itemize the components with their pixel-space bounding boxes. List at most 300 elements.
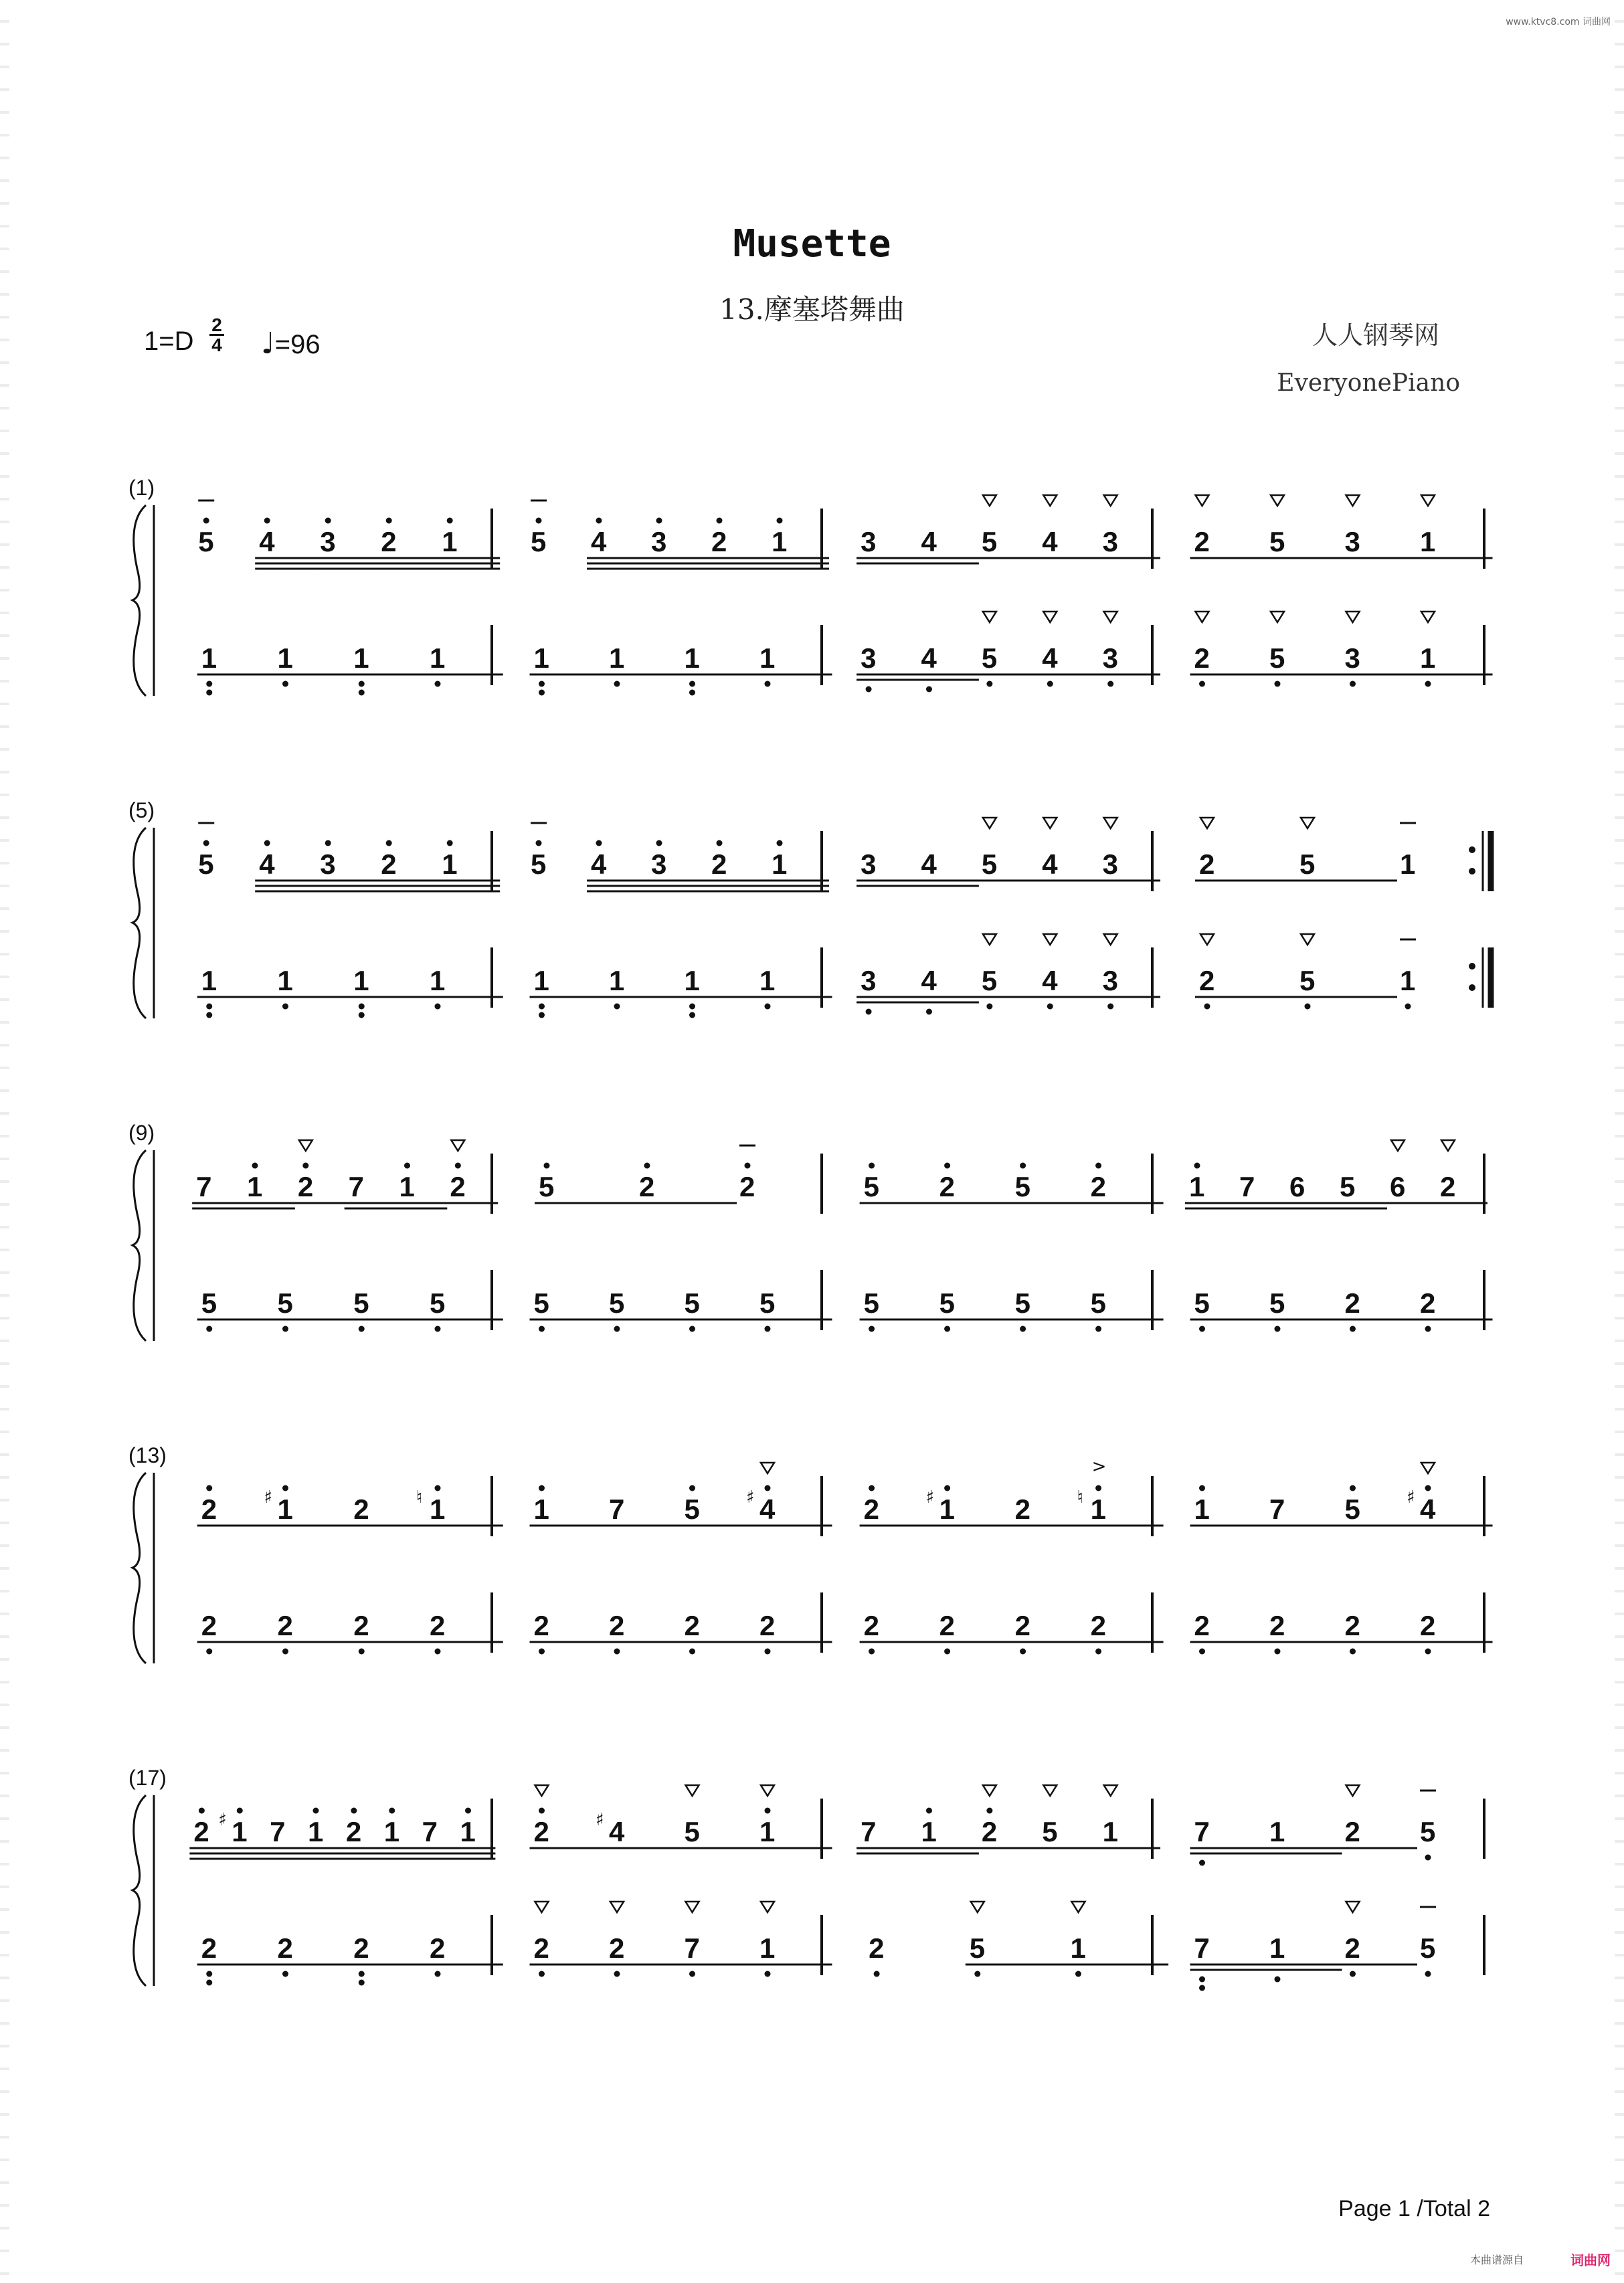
staccato-wedge <box>1421 1463 1435 1473</box>
low-octave-dot <box>359 1326 365 1332</box>
jianpu-note: 1 <box>759 1816 776 1847</box>
jianpu-note: 7 <box>861 1816 877 1847</box>
staccato-wedge <box>983 1785 996 1796</box>
jianpu-note: 2 <box>201 1493 217 1525</box>
low-octave-dot <box>1199 1977 1205 1983</box>
jianpu-note: 3 <box>1102 848 1119 880</box>
low-octave-dot <box>1107 681 1113 687</box>
high-octave-dot <box>539 1808 545 1814</box>
jianpu-note: 5 <box>1299 848 1316 880</box>
high-octave-dot <box>199 1808 205 1814</box>
jianpu-note: 4 <box>259 848 275 880</box>
low-octave-dot <box>1275 1977 1281 1983</box>
jianpu-note: 2 <box>1344 1932 1360 1964</box>
footer-logo: 词曲网 <box>1570 2252 1611 2268</box>
jianpu-note: 2 <box>639 1171 655 1202</box>
jianpu-note: 2 <box>1090 1171 1106 1202</box>
jianpu-note: 1 <box>1090 1493 1106 1525</box>
low-octave-dot <box>1425 1326 1431 1332</box>
jianpu-note: 5 <box>609 1287 625 1319</box>
low-octave-dot <box>614 1326 620 1332</box>
brace <box>132 1473 146 1663</box>
low-octave-dot <box>614 681 620 687</box>
low-octave-dot <box>1405 1004 1411 1010</box>
low-octave-dot <box>206 690 212 696</box>
jianpu-note: 2 <box>1194 526 1210 557</box>
high-octave-dot <box>325 840 331 846</box>
high-octave-dot <box>455 1163 461 1169</box>
jianpu-note: 1 <box>684 965 700 996</box>
jianpu-note: 3 <box>320 848 336 880</box>
low-octave-dot <box>539 1326 545 1332</box>
jianpu-note: 4 <box>759 1493 776 1525</box>
jianpu-note: 1 <box>939 1493 955 1525</box>
jianpu-note: 5 <box>531 848 547 880</box>
high-octave-dot <box>986 1808 992 1814</box>
low-octave-dot <box>359 681 365 687</box>
low-octave-dot <box>206 1012 212 1018</box>
jianpu-note: 2 <box>939 1171 955 1202</box>
jianpu-note: 1 <box>201 642 217 674</box>
low-octave-dot <box>1425 681 1431 687</box>
jianpu-note: 5 <box>1090 1287 1106 1319</box>
jianpu-note: 7 <box>1239 1171 1255 1202</box>
staccato-wedge <box>983 818 996 828</box>
jianpu-note: 2 <box>1014 1610 1030 1641</box>
low-octave-dot <box>359 1004 365 1010</box>
jianpu-note: 2 <box>981 1816 998 1847</box>
jianpu-note: 2 <box>609 1610 625 1641</box>
jianpu-note: 2 <box>381 848 397 880</box>
jianpu-note: 2 <box>869 1932 885 1964</box>
jianpu-note: 1 <box>1102 1816 1119 1847</box>
jianpu-note: 1 <box>383 1816 400 1847</box>
high-octave-dot <box>386 840 392 846</box>
jianpu-note: 7 <box>1269 1493 1285 1525</box>
system <box>128 1443 1493 1663</box>
jianpu-note: 4 <box>921 526 937 557</box>
low-octave-dot <box>765 681 771 687</box>
quarter-note-icon: ♩ <box>261 327 275 361</box>
high-octave-dot <box>404 1163 410 1169</box>
high-octave-dot <box>644 1163 650 1169</box>
high-octave-dot <box>465 1808 471 1814</box>
high-octave-dot <box>539 1485 545 1491</box>
jianpu-note: 1 <box>277 642 293 674</box>
staccato-wedge <box>610 1902 624 1912</box>
jianpu-note: 1 <box>353 642 369 674</box>
low-octave-dot <box>359 1012 365 1018</box>
low-octave-dot <box>874 1971 880 1977</box>
staccato-wedge <box>1104 1785 1117 1796</box>
jianpu-note: 2 <box>1344 1816 1360 1847</box>
system <box>128 476 1493 696</box>
jianpu-note: 2 <box>277 1610 293 1641</box>
system <box>128 1121 1493 1341</box>
jianpu-note: 1 <box>772 848 788 880</box>
high-octave-dot <box>869 1485 875 1491</box>
jianpu-note: 1 <box>247 1171 263 1202</box>
jianpu-note: 2 <box>1420 1287 1436 1319</box>
low-octave-dot <box>206 1971 212 1977</box>
jianpu-note: 5 <box>201 1287 217 1319</box>
jianpu-note: 1 <box>759 965 776 996</box>
jianpu-note: 4 <box>1042 965 1058 996</box>
jianpu-note: 1 <box>1070 1932 1086 1964</box>
high-octave-dot <box>777 840 783 846</box>
jianpu-note: 5 <box>1194 1287 1210 1319</box>
jianpu-note: 2 <box>939 1610 955 1641</box>
low-octave-dot <box>689 681 695 687</box>
staccato-wedge <box>535 1785 549 1796</box>
repeat-dot <box>1469 984 1475 991</box>
jianpu-note: 1 <box>609 642 625 674</box>
high-octave-dot <box>536 840 542 846</box>
low-octave-dot <box>359 690 365 696</box>
staccato-wedge <box>1441 1140 1455 1151</box>
jianpu-note: 2 <box>353 1610 369 1641</box>
staccato-wedge <box>299 1140 312 1151</box>
jianpu-note: 4 <box>921 965 937 996</box>
high-octave-dot <box>717 840 723 846</box>
low-octave-dot <box>1107 1004 1113 1010</box>
high-octave-dot <box>302 1163 308 1169</box>
high-octave-dot <box>1095 1163 1101 1169</box>
staccato-wedge <box>1043 612 1057 622</box>
jianpu-note: 1 <box>1420 526 1436 557</box>
high-octave-dot <box>386 518 392 524</box>
jianpu-note: 2 <box>711 848 727 880</box>
jianpu-note: 5 <box>863 1287 879 1319</box>
low-octave-dot <box>1199 1985 1205 1991</box>
accidental: ♮ <box>1077 1487 1083 1508</box>
low-octave-dot <box>435 681 441 687</box>
high-octave-dot <box>777 518 783 524</box>
jianpu-note: 2 <box>1199 965 1215 996</box>
staccato-wedge <box>1043 818 1057 828</box>
low-octave-dot <box>689 1012 695 1018</box>
high-octave-dot <box>926 1808 932 1814</box>
accidental: ♮ <box>416 1487 423 1508</box>
brand-name: EveryonePiano <box>1277 369 1460 397</box>
jianpu-note: 5 <box>539 1171 555 1202</box>
low-octave-dot <box>765 1649 771 1655</box>
staccato-wedge <box>451 1140 464 1151</box>
jianpu-note: 2 <box>430 1932 446 1964</box>
jianpu-note: 3 <box>861 526 877 557</box>
staccato-wedge <box>1196 612 1209 622</box>
low-octave-dot <box>986 1004 992 1010</box>
high-octave-dot <box>1020 1163 1026 1169</box>
staccato-wedge <box>686 1785 699 1796</box>
low-octave-dot <box>206 1326 212 1332</box>
jianpu-note: 2 <box>533 1816 549 1847</box>
jianpu-note: 2 <box>684 1610 700 1641</box>
jianpu-note: 5 <box>1340 1171 1356 1202</box>
jianpu-note: 2 <box>201 1610 217 1641</box>
low-octave-dot <box>866 687 872 693</box>
low-octave-dot <box>614 1971 620 1977</box>
jianpu-note: 5 <box>1014 1171 1030 1202</box>
jianpu-note: 7 <box>1194 1816 1210 1847</box>
low-octave-dot <box>1204 1004 1210 1010</box>
low-octave-dot <box>926 687 932 693</box>
repeat-dot <box>1469 846 1475 853</box>
high-octave-dot <box>1425 1485 1431 1491</box>
system <box>128 1766 1484 1991</box>
jianpu-note: 5 <box>430 1287 446 1319</box>
jianpu-note: 2 <box>353 1493 369 1525</box>
high-octave-dot <box>264 840 270 846</box>
high-octave-dot <box>203 840 209 846</box>
jianpu-note: 2 <box>1194 642 1210 674</box>
staccato-wedge <box>1391 1140 1405 1151</box>
high-octave-dot <box>656 840 662 846</box>
low-octave-dot <box>926 1009 932 1015</box>
low-octave-dot <box>1350 1326 1356 1332</box>
low-octave-dot <box>1095 1649 1101 1655</box>
low-octave-dot <box>1020 1326 1026 1332</box>
brace <box>132 1150 146 1341</box>
low-octave-dot <box>689 1326 695 1332</box>
jianpu-note: 5 <box>684 1287 700 1319</box>
staccato-wedge <box>983 934 996 945</box>
low-octave-dot <box>1350 1649 1356 1655</box>
jianpu-note: 1 <box>533 642 549 674</box>
high-octave-dot <box>944 1163 950 1169</box>
jianpu-note: 1 <box>759 642 776 674</box>
low-octave-dot <box>1199 1326 1205 1332</box>
high-octave-dot <box>717 518 723 524</box>
jianpu-note: 5 <box>863 1171 879 1202</box>
high-octave-dot <box>1095 1485 1101 1491</box>
source-url: www.ktvc8.com 词曲网 <box>1506 17 1611 27</box>
score-title: Musette <box>733 222 891 266</box>
jianpu-note: 1 <box>277 1493 293 1525</box>
jianpu-note: 2 <box>863 1610 879 1641</box>
low-octave-dot <box>1095 1326 1101 1332</box>
jianpu-note: 2 <box>450 1171 466 1202</box>
accidental: ♯ <box>264 1487 273 1508</box>
staccato-wedge <box>761 1902 774 1912</box>
staccato-wedge <box>1104 612 1117 622</box>
low-octave-dot <box>206 1980 212 1986</box>
high-octave-dot <box>869 1163 875 1169</box>
staccato-wedge <box>535 1902 549 1912</box>
jianpu-note: 3 <box>320 526 336 557</box>
staccato-wedge <box>1421 612 1435 622</box>
low-octave-dot <box>1275 1326 1281 1332</box>
high-octave-dot <box>765 1808 771 1814</box>
high-octave-dot <box>765 1485 771 1491</box>
jianpu-note: 3 <box>651 526 667 557</box>
jianpu-note: 1 <box>921 1816 937 1847</box>
low-octave-dot <box>1425 1855 1431 1861</box>
staccato-wedge <box>1301 934 1314 945</box>
jianpu-note: 5 <box>684 1816 700 1847</box>
low-octave-dot <box>1350 1971 1356 1977</box>
jianpu-note: 5 <box>684 1493 700 1525</box>
accidental: ♯ <box>746 1487 755 1508</box>
jianpu-note: 4 <box>591 526 607 557</box>
measure-label: (17) <box>128 1766 167 1790</box>
jianpu-note: 5 <box>533 1287 549 1319</box>
low-octave-dot <box>1020 1649 1026 1655</box>
jianpu-note: 3 <box>1344 526 1360 557</box>
jianpu-note: 2 <box>1014 1493 1030 1525</box>
jianpu-note: 7 <box>1194 1932 1210 1964</box>
brace <box>132 1795 146 1986</box>
jianpu-note: 2 <box>345 1816 362 1847</box>
jianpu-note: 5 <box>531 526 547 557</box>
jianpu-note: 1 <box>1420 642 1436 674</box>
key-signature: 1=D <box>144 327 194 356</box>
low-octave-dot <box>282 681 288 687</box>
low-octave-dot <box>539 1649 545 1655</box>
low-octave-dot <box>1047 681 1053 687</box>
jianpu-note: 5 <box>1344 1493 1360 1525</box>
jianpu-note: 5 <box>981 526 998 557</box>
jianpu-note: 1 <box>684 642 700 674</box>
jianpu-note: 1 <box>353 965 369 996</box>
jianpu-note: 1 <box>442 848 458 880</box>
jianpu-note: 5 <box>1420 1816 1436 1847</box>
jianpu-note: 4 <box>1042 642 1058 674</box>
jianpu-note: 4 <box>1042 848 1058 880</box>
jianpu-note: 2 <box>430 1610 446 1641</box>
jianpu-note: 2 <box>1344 1287 1360 1319</box>
low-octave-dot <box>1425 1649 1431 1655</box>
staccato-wedge <box>983 495 996 506</box>
low-octave-dot <box>866 1009 872 1015</box>
low-octave-dot <box>435 1326 441 1332</box>
staccato-wedge <box>761 1463 774 1473</box>
accent-mark: > <box>1091 1457 1107 1477</box>
page-number: Page 1 /Total 2 <box>1338 2196 1490 2221</box>
low-octave-dot <box>765 1326 771 1332</box>
low-octave-dot <box>986 681 992 687</box>
jianpu-note: 4 <box>921 848 937 880</box>
system <box>128 798 1491 1018</box>
jianpu-note: 3 <box>1102 965 1119 996</box>
low-octave-dot <box>1275 681 1281 687</box>
jianpu-note: 1 <box>772 526 788 557</box>
jianpu-note: 5 <box>759 1287 776 1319</box>
staccato-wedge <box>1043 1785 1057 1796</box>
jianpu-note: 1 <box>442 526 458 557</box>
jianpu-note: 2 <box>533 1932 549 1964</box>
low-octave-dot <box>1199 1860 1205 1866</box>
site-name: 人人钢琴网 <box>1312 321 1439 350</box>
jianpu-note: 2 <box>609 1932 625 1964</box>
time-numerator: 2 <box>211 314 222 335</box>
staccato-wedge <box>761 1785 774 1796</box>
jianpu-note: 2 <box>1194 1610 1210 1641</box>
measure-label: (5) <box>128 798 155 822</box>
jianpu-note: 4 <box>1042 526 1058 557</box>
low-octave-dot <box>1047 1004 1053 1010</box>
jianpu-note: 3 <box>861 965 877 996</box>
staccato-wedge <box>1071 1902 1085 1912</box>
staccato-wedge <box>1200 934 1214 945</box>
jianpu-note: 2 <box>1269 1610 1285 1641</box>
low-octave-dot <box>689 1971 695 1977</box>
accidental: ♯ <box>1407 1487 1415 1508</box>
low-octave-dot <box>944 1326 950 1332</box>
staccato-wedge <box>983 612 996 622</box>
low-octave-dot <box>206 1649 212 1655</box>
jianpu-note: 2 <box>277 1932 293 1964</box>
high-octave-dot <box>596 840 602 846</box>
low-octave-dot <box>1275 1649 1281 1655</box>
low-octave-dot <box>765 1971 771 1977</box>
high-octave-dot <box>237 1808 243 1814</box>
jianpu-note: 2 <box>1344 1610 1360 1641</box>
jianpu-note: 4 <box>591 848 607 880</box>
jianpu-note: 5 <box>198 526 214 557</box>
staccato-wedge <box>1104 934 1117 945</box>
jianpu-note: 1 <box>308 1816 324 1847</box>
jianpu-note: 2 <box>1420 1610 1436 1641</box>
jianpu-note: 3 <box>861 642 877 674</box>
staccato-wedge <box>1271 495 1284 506</box>
jianpu-note: 1 <box>1400 848 1416 880</box>
jianpu-note: 5 <box>981 848 998 880</box>
jianpu-note: 5 <box>1269 642 1285 674</box>
low-octave-dot <box>282 1326 288 1332</box>
jianpu-note: 5 <box>1042 1816 1058 1847</box>
jianpu-note: 3 <box>1344 642 1360 674</box>
tempo-value: =96 <box>274 330 321 359</box>
low-octave-dot <box>689 690 695 696</box>
jianpu-note: 2 <box>353 1932 369 1964</box>
high-octave-dot <box>351 1808 357 1814</box>
jianpu-note: 1 <box>460 1816 476 1847</box>
low-octave-dot <box>435 1971 441 1977</box>
jianpu-note: 2 <box>1440 1171 1456 1202</box>
low-octave-dot <box>359 1649 365 1655</box>
staccato-wedge <box>1301 818 1314 828</box>
staccato-wedge <box>1271 612 1284 622</box>
staccato-wedge <box>1346 612 1360 622</box>
low-octave-dot <box>1425 1971 1431 1977</box>
jianpu-note: 2 <box>297 1171 314 1202</box>
jianpu-note: 1 <box>430 642 446 674</box>
high-octave-dot <box>389 1808 395 1814</box>
jianpu-note: 2 <box>711 526 727 557</box>
low-octave-dot <box>282 1971 288 1977</box>
jianpu-note: 7 <box>196 1171 212 1202</box>
accidental: ♯ <box>925 1487 935 1508</box>
jianpu-note: 2 <box>759 1610 776 1641</box>
low-octave-dot <box>359 1971 365 1977</box>
low-octave-dot <box>689 1004 695 1010</box>
brace <box>132 505 146 696</box>
jianpu-note: 5 <box>1269 526 1285 557</box>
low-octave-dot <box>689 1649 695 1655</box>
low-octave-dot <box>1305 1004 1311 1010</box>
high-octave-dot <box>1350 1485 1356 1491</box>
low-octave-dot <box>282 1004 288 1010</box>
jianpu-note: 2 <box>533 1610 549 1641</box>
repeat-dot <box>1469 868 1475 875</box>
high-octave-dot <box>447 840 453 846</box>
low-octave-dot <box>1350 681 1356 687</box>
high-octave-dot <box>206 1485 212 1491</box>
jianpu-note: 1 <box>533 1493 549 1525</box>
jianpu-note: 5 <box>277 1287 293 1319</box>
staccato-wedge <box>1346 1902 1360 1912</box>
